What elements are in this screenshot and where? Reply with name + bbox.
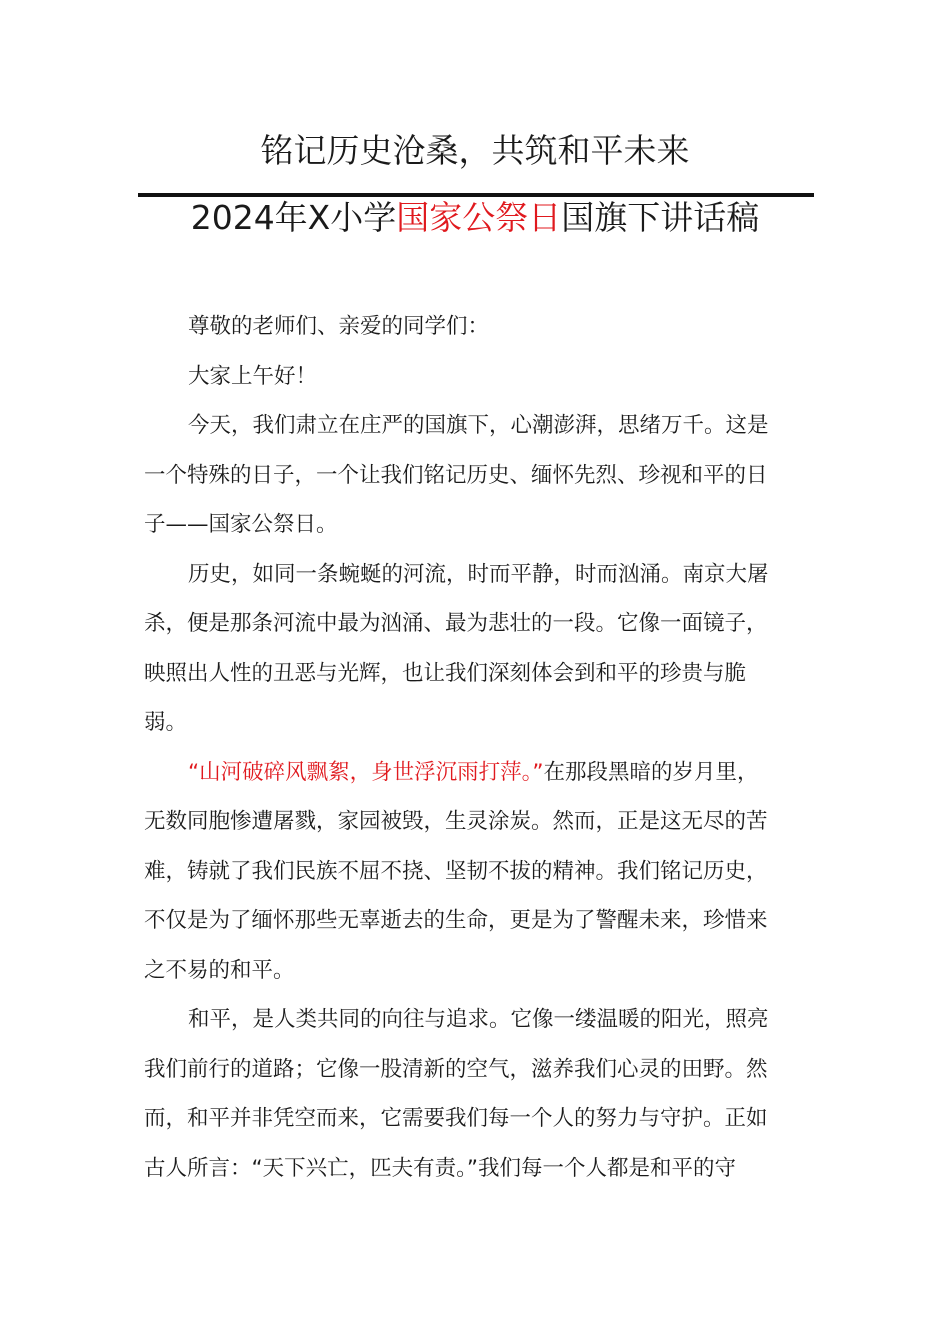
paragraph-greeting xyxy=(144,302,808,352)
title-suffix: 国旗下讲话稿 xyxy=(561,198,760,237)
title-line-1: 铭记历史沧桑，共筑和平未来 xyxy=(260,131,690,170)
paragraph-poem xyxy=(144,748,808,996)
text-line: 之不易的和平。 xyxy=(144,957,295,983)
speech-body xyxy=(144,302,808,1193)
text-line: 一个特殊的日子，一个让我们铭记历史、缅怀先烈、珍视和平的日 xyxy=(144,462,768,488)
text-line: 古人所言：“天下兴亡，匹夫有责。”我们每一个人都是和平的守 xyxy=(144,1155,737,1181)
text-line: 难，铸就了我们民族不屈不挠、坚韧不拔的精神。我们铭记历史， xyxy=(144,858,768,884)
text-line: 而，和平并非凭空而来，它需要我们每一个人的努力与守护。正如 xyxy=(144,1106,768,1131)
text-line: 历史，如同一条蜿蜒的河流，时而平静，时而汹涌。南京大屠 xyxy=(188,561,769,587)
paragraph-history xyxy=(144,550,808,748)
text-line: 我们前行的道路；它像一股清新的空气，滋养我们心灵的田野。然 xyxy=(144,1056,768,1082)
text-line: 子——国家公祭日。 xyxy=(144,512,338,537)
paragraph-good-morning xyxy=(144,352,808,402)
text-line: 今天，我们肃立在庄严的国旗下，心潮澎湃，思绪万千。这是 xyxy=(188,413,769,438)
title-line-2 xyxy=(0,192,950,244)
text-line: 不仅是为了缅怀那些无辜逝去的生命，更是为了警醒未来，珍惜来 xyxy=(144,908,768,933)
title-highlight: 国家公祭日 xyxy=(396,198,562,237)
text-line: 尊敬的老师们、亲爱的同学们： xyxy=(188,314,490,339)
title-year-school: 2024年X小学 xyxy=(190,198,397,237)
text-line: 无数同胞惨遭屠戮，家园被毁，生灵涂炭。然而，正是这无尽的苦 xyxy=(144,809,768,834)
text-line: 杀，便是那条河流中最为汹涌、最为悲壮的一段。它像一面镜子， xyxy=(144,611,768,636)
text-line: 弱。 xyxy=(144,710,188,735)
poem-quote: “山河破碎风飘絮，身世浮沉雨打萍。” xyxy=(188,759,544,785)
text-line xyxy=(144,748,808,798)
paragraph-peace xyxy=(144,995,808,1193)
paragraph-intro xyxy=(144,401,808,550)
text-line: 和平，是人类共同的向往与追求。它像一缕温暖的阳光，照亮 xyxy=(188,1007,769,1032)
text-line: 映照出人性的丑恶与光辉，也让我们深刻体会到和平的珍贵与脆 xyxy=(144,660,747,686)
poem-line-rest: 在那段黑暗的岁月里， xyxy=(543,759,759,785)
text-line: 大家上午好！ xyxy=(188,363,318,389)
